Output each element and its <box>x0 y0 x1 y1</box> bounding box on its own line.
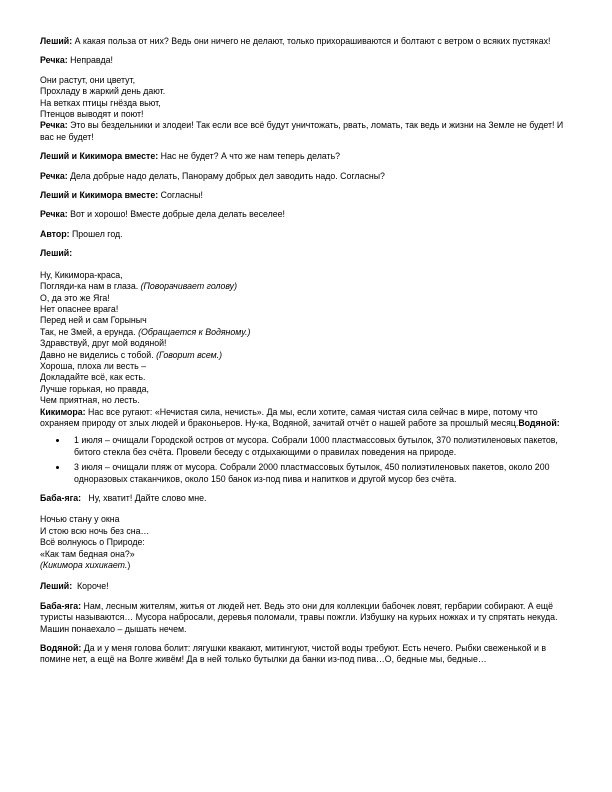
paragraph <box>40 171 570 182</box>
speaker: Кикимора: <box>40 406 86 417</box>
verse-line <box>40 293 570 304</box>
line-text: Прошел год. <box>69 228 123 239</box>
verse-text: Погляди-ка нам в глаза. <box>40 281 141 292</box>
line-text: Дела добрые надо делать, Панораму добрых дел заводить надо. Согласны? <box>67 170 385 181</box>
verse-text: Докладайте всё, как есть. <box>40 372 146 383</box>
verse-line: И стою всю ночь без сна… <box>40 525 150 536</box>
verse-text: ) <box>127 560 131 571</box>
stage-direction: (Поворачивает голову) <box>140 281 238 292</box>
paragraph <box>40 209 570 220</box>
report-list <box>40 435 570 485</box>
paragraph <box>40 581 570 592</box>
paragraph <box>40 55 570 66</box>
line-text: Нас все ругают: «Нечистая сила, нечисть». Да мы, если хотите, самая чистая сила сейчас в мире, потому что охраняем природу от злых людей и браконьеров. Ну-ка, Водяной, зачитай отчёт о нашей работе за прошлый месяц. <box>40 406 538 428</box>
document-page <box>40 36 570 674</box>
line-text: Ну, хватит! Дайте слово мне. <box>81 493 207 503</box>
verse-line <box>40 338 570 349</box>
speaker: Баба-яга: <box>40 493 82 503</box>
verse-text: Хороша, плоха ли весть – <box>40 360 147 371</box>
stage-direction: (Говорит всем.) <box>156 349 223 360</box>
verse-text: Здравствуй, друг мой водяной! <box>40 338 167 349</box>
verse-text: Лучше горькая, но правда, <box>40 383 150 394</box>
verse-line: Прохладу в жаркий день дают. <box>40 86 166 97</box>
paragraph <box>40 407 570 430</box>
paragraph <box>40 151 570 162</box>
verse-line <box>40 350 570 361</box>
speaker: Леший и Кикимора вместе: <box>40 190 159 201</box>
speaker: Леший: <box>40 248 73 259</box>
paragraph <box>40 120 570 143</box>
line-text: Это вы бездельники и злодеи! Так если все всё будут уничтожать, рвать, ломать, так ведь и жизни на Земле не будет! И вас не будет! <box>40 120 564 142</box>
verse-text: Перед ней и сам Горыныч <box>40 315 147 326</box>
verse-text: Нет опаснее врага! <box>40 303 119 314</box>
list-item: • 3 июля – очищали пляж от мусора. Собрали 2000 пластмассовых бутылок, 450 полиэтиленовых пакетов, около 200 одноразовых стаканчиков, около 150 банок из-под пива и напитков и другой мусор без счёта. <box>68 462 570 485</box>
verse-line <box>40 560 570 571</box>
line-text: Короче! <box>72 581 109 592</box>
verse-text: Так, не Змей, а ерунда. <box>40 326 139 337</box>
verse-line <box>40 281 570 292</box>
verse-line: Всё волнуюсь о Природе: <box>40 537 145 548</box>
paragraph <box>40 248 570 259</box>
verse-line: Они растут, они цветут, <box>40 74 136 85</box>
verse-line <box>40 304 570 315</box>
speaker: Речка: <box>40 170 68 181</box>
verse-line <box>40 372 570 383</box>
speaker: Речка: <box>40 209 68 220</box>
verse-line <box>40 395 570 406</box>
stage-direction: (Кикимора хихикает. <box>40 560 128 571</box>
line-text: Нам, лесным жителям, житья от людей нет. Ведь это они для коллекции бабочек ловят, гербарии собирают. А ещё туристы называются… Мусора набросали, деревья поломали, травы пожгли. Избушку на курьих ножках и ту спрятать некуда. Машин понаехало – дышать нечем. <box>40 600 558 634</box>
paragraph <box>40 229 570 240</box>
speaker: Речка: <box>40 55 68 66</box>
verse-line: Птенцов выводят и поют! <box>40 109 144 120</box>
paragraph <box>40 190 570 201</box>
paragraph <box>40 601 570 635</box>
verse-line: «Как там бедная она?» <box>40 548 135 559</box>
verse-text: Давно не виделись с тобой. <box>40 349 157 360</box>
paragraph <box>40 643 570 666</box>
line-text: Неправда! <box>67 55 113 66</box>
line-text: Согласны! <box>158 190 203 201</box>
speaker: Леший и Кикимора вместе: <box>40 151 159 162</box>
verse-block <box>40 514 570 571</box>
verse-line <box>40 361 570 372</box>
verse-text: Ну, Кикимора-краса, <box>40 269 123 280</box>
list-item: • 1 июля – очищали Городской остров от мусора. Собрали 1000 пластмассовых бутылок, 370 полиэтиленовых пакетов, битого стекла без счёта. Провели беседу с отдыхающими о правилах поведения на природе. <box>68 435 570 458</box>
speaker: Леший: <box>40 581 73 592</box>
line-text: Нас не будет? А что же нам теперь делать? <box>158 151 341 162</box>
paragraph <box>40 493 570 504</box>
speaker: Автор: <box>40 228 70 239</box>
stage-direction: (Обращается к Водяному.) <box>138 326 251 337</box>
verse-block <box>40 75 570 121</box>
speaker: Водяной: <box>518 417 560 428</box>
line-text: Вот и хорошо! Вместе добрые дела делать веселее! <box>67 209 285 220</box>
verse-text: О, да это же Яга! <box>40 292 110 303</box>
line-text: Да и у меня голова болит: лягушки квакают, митингуют, чистой воды требуют. Есть нечего. Рыбки свеженькой и в помине нет, а ещё на Волге живём! Да в ней только бутылки да банки из-под пива…О, бедные мы, бедные… <box>40 643 546 665</box>
paragraph <box>40 36 570 47</box>
verse-line <box>40 270 570 281</box>
verse-line: На ветках птицы гнёзда вьют, <box>40 97 161 108</box>
verse-line: Ночью стану у окна <box>40 514 120 525</box>
speaker: Водяной: <box>40 643 82 654</box>
verse-line <box>40 327 570 338</box>
speaker: Речка: <box>40 120 68 131</box>
verse-line <box>40 384 570 395</box>
speaker: Баба-яга: <box>40 600 82 611</box>
verse-text: Чем приятная, но лесть. <box>40 395 140 406</box>
verse-line <box>40 315 570 326</box>
verse-block <box>40 270 570 407</box>
speaker: Леший: <box>40 36 73 46</box>
line-text: А какая польза от них? Ведь они ничего не делают, только прихорашиваются и болтают с ветром о всяких пустяках! <box>72 36 551 46</box>
